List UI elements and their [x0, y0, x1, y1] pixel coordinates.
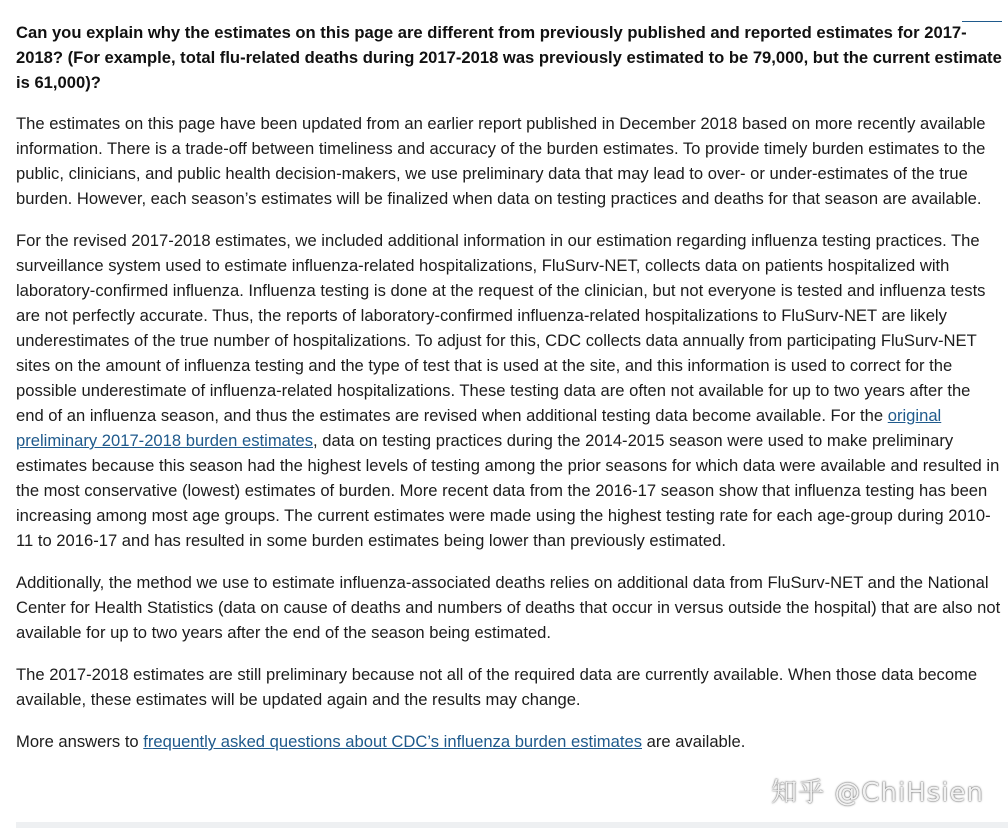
answer-paragraph-1: The estimates on this page have been updated from an earlier report published in December 2018 based on more recently available information. There is a trade-off between timeliness and accuracy of the burden estimates. To provide timely burden estimates to the public, clinicians, and public health decision-makers, we use preliminary data that may lead to over- or under-estimates of the true burden. However, each season’s estimates will be finalized when data on testing practices and deaths for that season are available.	[16, 114, 986, 208]
paragraph-5-text-before-link: More answers to	[16, 732, 144, 751]
answer-paragraph-4: The 2017-2018 estimates are still preliminary because not all of the required data are currently available. When those data become available, these estimates will be updated again and the results may change.	[16, 665, 978, 709]
faq-content	[16, 20, 1002, 771]
answer-paragraph-2	[16, 228, 1002, 553]
zhihu-watermark: 知乎 @ChiHsien	[771, 778, 984, 808]
paragraph-2-text-before-link: For the revised 2017-2018 estimates, we included additional information in our estimation regarding influenza testing practices. The surveillance system used to estimate influenza-related hospitalizations, FluSurv-NET, collects data on patients hospitalized with laboratory-confirmed influenza. Influenza testing is done at the request of the clinician, but not everyone is tested and influenza tests are not perfectly accurate. Thus, the reports of laboratory-confirmed influenza-related hospitalizations to FluSurv-NET are likely underestimates of the true number of hospitalizations. To adjust for this, CDC collects data annually from participating FluSurv-NET sites on the amount of influenza testing and the type of test that is used at the site, and this information is used to correct for the possible underestimate of influenza-related hospitalizations. These testing data are often not available for up to two years after the end of an influenza season, and thus the estimates are revised when additional testing data become available. For the	[16, 231, 986, 425]
paragraph-5-text-after-link: are available.	[642, 732, 746, 751]
answer-paragraph-3: Additionally, the method we use to estimate influenza-associated deaths relies on additional data from FluSurv-NET and the National Center for Health Statistics (data on cause of deaths and numbers of deaths that occur in versus outside the hospital) that are also not available for up to two years after the end of the season being estimated.	[16, 573, 1001, 642]
faq-burden-estimates-link[interactable]: frequently asked questions about CDC’s influenza burden estimates	[143, 732, 642, 751]
faq-question: Can you explain why the estimates on this page are different from previously published and reported estimates for 2017-2018? (For example, total flu-related deaths during 2017-2018 was previously estimated to be 79,000, but the current estimate is 61,000)?	[16, 23, 1002, 92]
original-estimates-link[interactable]: original preliminary 2017-2018 burden estimates	[16, 406, 942, 450]
bottom-divider	[16, 822, 1008, 828]
answer-paragraph-5	[16, 729, 1002, 754]
top-link-fragment	[962, 10, 1002, 22]
paragraph-2-text-after-link: , data on testing practices during the 2014-2015 season were used to make preliminary estimates because this season had the highest levels of testing among the prior seasons for which data were available and resulted in the most conservative (lowest) estimates of burden. More recent data from the 2016-17 season show that influenza testing has been increasing among most age groups. The current estimates were made using the highest testing rate for each age-group during 2010-11 to 2016-17 and has resulted in some burden estimates being lower than previously estimated.	[16, 431, 1000, 550]
